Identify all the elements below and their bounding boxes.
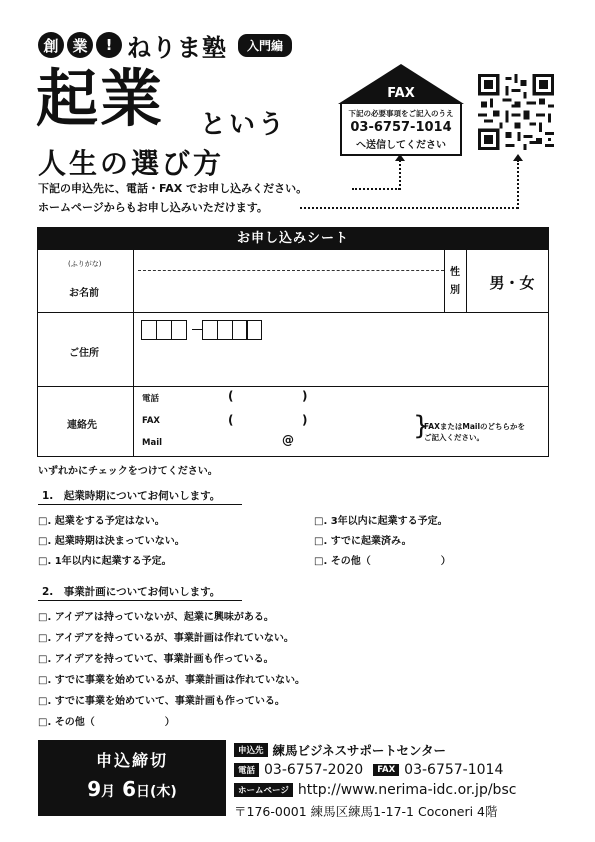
q2-option-1[interactable]: □. アイデアは持っていないが、起業に興味がある。 xyxy=(38,612,274,623)
address-row xyxy=(234,802,498,820)
column-divider xyxy=(133,250,134,457)
deadline-title: 申込締切 xyxy=(95,751,168,770)
q2-option-4[interactable]: □. すでに事業を始めているが、事業計画は作れていない。 xyxy=(38,675,306,686)
phone-label: 電話 xyxy=(142,394,160,404)
contact-note-line-2: ご記入ください。 xyxy=(424,433,484,442)
fax-note: 下記の必要事項をご記入のうえ xyxy=(348,109,454,118)
page-subtitle: 人生の選び方 xyxy=(38,147,225,180)
postal-code-boxes-1[interactable] xyxy=(141,320,185,340)
deadline-month: 9 xyxy=(87,777,102,801)
fax-box xyxy=(340,104,462,156)
page-title-suffix: という xyxy=(200,110,288,140)
name-label: お名前 xyxy=(69,288,99,299)
furigana-label: (ふりがな) xyxy=(68,260,102,268)
column-divider xyxy=(466,250,467,312)
q2-option-5[interactable]: □. すでに事業を始めていて、事業計画も作っている。 xyxy=(38,696,285,707)
q1-option-2[interactable]: □. 起業時期は決まっていない。 xyxy=(38,536,185,547)
deadline-day-unit: 日(木) xyxy=(136,784,177,800)
fax-paren-open: ( xyxy=(228,413,234,427)
row-divider xyxy=(38,386,548,387)
qr-code-icon[interactable] xyxy=(478,74,554,150)
arrow-up-icon xyxy=(513,154,523,161)
furigana-line xyxy=(138,270,444,271)
phone-number[interactable]: 03-6757-2020 xyxy=(264,762,364,778)
brand-circle-3: ! xyxy=(96,32,122,58)
brand-circle-1: 創 xyxy=(38,32,64,58)
fax-send-text: へ送信してください xyxy=(356,140,446,151)
check-instruction: いずれかにチェックをつけてください。 xyxy=(38,466,218,477)
phone-paren-close: ) xyxy=(302,389,308,403)
organization-name: 練馬ビジネスサポートセンター xyxy=(272,743,447,758)
level-badge: 入門編 xyxy=(238,34,292,57)
website-tag: ホームページ xyxy=(234,783,293,797)
column-divider xyxy=(444,250,445,312)
gender-options[interactable]: 男・女 xyxy=(489,274,535,292)
postal-code-boxes-2[interactable] xyxy=(202,320,261,340)
contact-note xyxy=(424,421,525,443)
fax-tag: FAX xyxy=(373,764,399,776)
fax-paren-close: ) xyxy=(302,413,308,427)
website-row xyxy=(234,782,516,798)
contact-note-line-1: FAXまたはMailのどちらかを xyxy=(424,422,526,431)
q2-option-2[interactable]: □. アイデアを持っているが、事業計画は作れていない。 xyxy=(38,633,294,644)
q2-option-3[interactable]: □. アイデアを持っていて、事業計画も作っている。 xyxy=(38,654,274,665)
question-1-underline xyxy=(38,504,242,505)
question-2-heading: 2. 事業計画についてお伺いします。 xyxy=(42,586,221,598)
deadline-date xyxy=(38,777,226,801)
dotted-connector xyxy=(517,160,519,209)
fax-label: FAX xyxy=(387,86,415,101)
question-2-underline xyxy=(38,600,242,601)
intro-text-2: ホームページからもお申し込みいただけます。 xyxy=(38,201,268,214)
contact-label: 連絡先 xyxy=(67,420,97,431)
row-divider xyxy=(38,312,548,313)
q2-option-6[interactable]: □. その他（ ） xyxy=(38,717,175,728)
phone-fax-row xyxy=(234,762,503,778)
fax-number-footer[interactable]: 03-6757-1014 xyxy=(404,762,504,778)
apply-tag: 申込先 xyxy=(234,743,268,757)
phone-paren-open: ( xyxy=(228,389,234,403)
fax-field-label: FAX xyxy=(142,416,160,426)
q1-option-6[interactable]: □. その他（ ） xyxy=(314,556,451,567)
intro-text-1: 下記の申込先に、電話・FAX でお申し込みください。 xyxy=(38,182,308,195)
brand-name: ねりま塾 xyxy=(127,33,227,62)
question-1-heading: 1. 起業時期についてお伺いします。 xyxy=(42,490,221,502)
address-label: ご住所 xyxy=(69,348,99,359)
dotted-connector xyxy=(300,207,518,209)
page-title: 起業 xyxy=(36,62,165,135)
website-link[interactable]: http://www.nerima-idc.or.jp/bsc xyxy=(297,782,517,798)
deadline-day: 6 xyxy=(122,777,136,801)
mail-at-sign: @ xyxy=(282,433,294,447)
q1-option-3[interactable]: □. 1年以内に起業する予定。 xyxy=(38,556,172,567)
apply-to-row xyxy=(234,741,446,759)
dotted-connector xyxy=(352,188,400,190)
brand-logo xyxy=(38,30,292,60)
gender-label: 性別 xyxy=(450,267,460,296)
brace-icon: } xyxy=(413,411,430,441)
deadline-month-unit: 月 xyxy=(101,784,116,800)
q1-option-5[interactable]: □. すでに起業済み。 xyxy=(314,536,412,547)
fax-number: 03-6757-1014 xyxy=(350,120,452,135)
application-sheet xyxy=(37,227,549,457)
deadline-box xyxy=(38,740,226,816)
postal-code-dash xyxy=(192,329,202,330)
phone-tag: 電話 xyxy=(234,763,259,777)
sheet-title: お申し込みシート xyxy=(38,228,548,250)
postal-address: 〒176-0001 練馬区練馬1-17-1 Coconeri 4階 xyxy=(234,804,498,819)
q1-option-4[interactable]: □. 3年以内に起業する予定。 xyxy=(314,516,448,527)
brand-circle-2: 業 xyxy=(67,32,93,58)
dotted-connector xyxy=(399,160,401,190)
q1-option-1[interactable]: □. 起業をする予定はない。 xyxy=(38,516,165,527)
mail-label: Mail xyxy=(142,438,163,448)
